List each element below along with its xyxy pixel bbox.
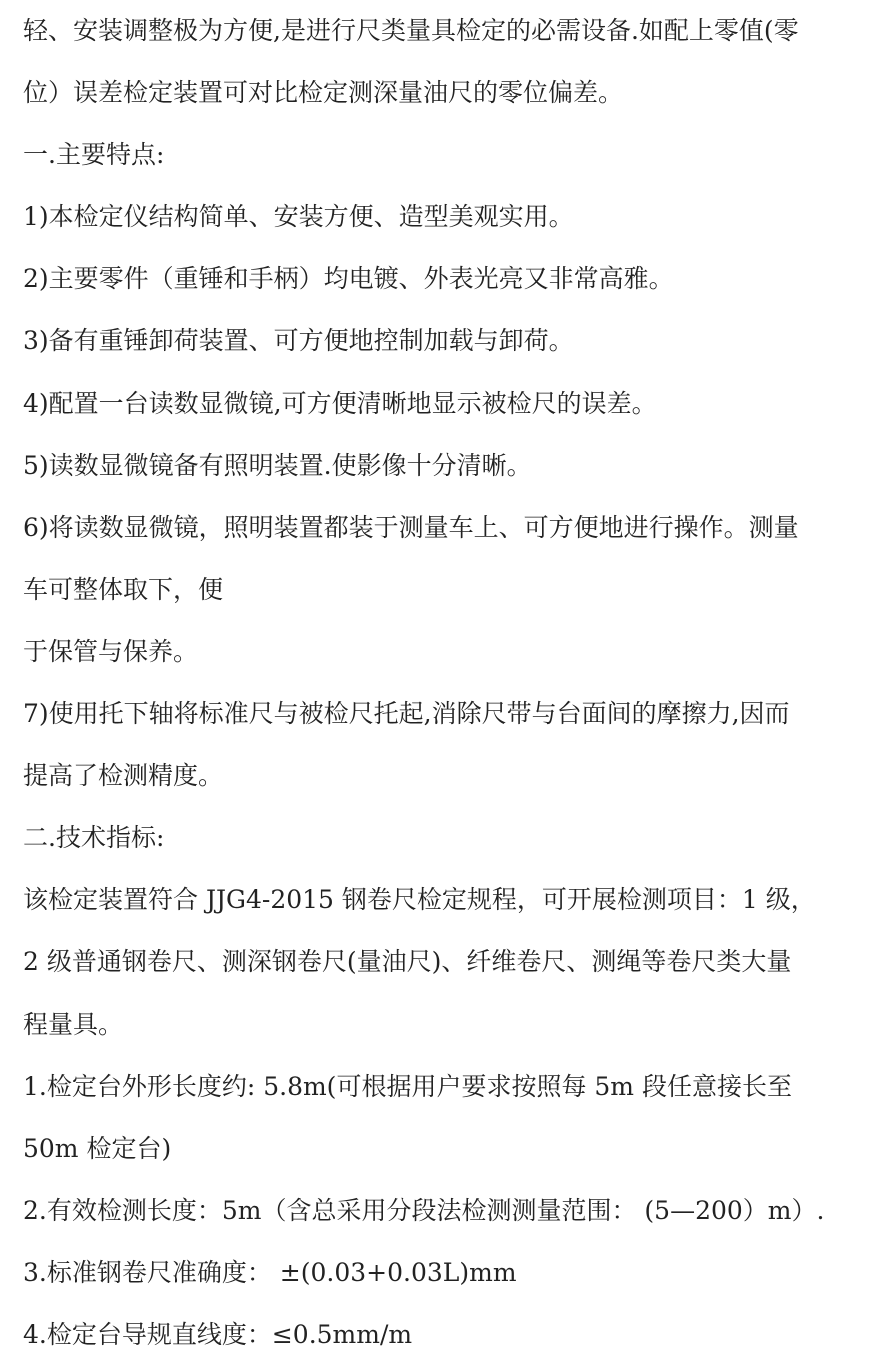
document-body bbox=[23, 0, 883, 1366]
list-item: 7)使用托下轴将标准尺与被检尺托起,消除尺带与台面间的摩擦力,因而 bbox=[23, 699, 790, 729]
spec-item-continuation: 50m 检定台) bbox=[23, 1133, 172, 1163]
spec-item: 1.检定台外形长度约: 5.8m(可根据用户要求按照每 5m 段任意接长至 bbox=[23, 1071, 792, 1101]
list-item: 3)备有重锤卸荷装置、可方便地控制加载与卸荷。 bbox=[23, 326, 574, 356]
list-item: 6)将读数显微镜，照明装置都装于测量车上、可方便地进行操作。测量 bbox=[23, 512, 799, 542]
list-item: 2)主要零件（重锤和手柄）均电镀、外表光亮又非常高雅。 bbox=[23, 264, 674, 294]
text-line: 位）误差检定装置可对比检定测深量油尺的零位偏差。 bbox=[23, 78, 624, 108]
text-line: 程量具。 bbox=[23, 1009, 124, 1039]
list-item-continuation: 提高了检测精度。 bbox=[23, 761, 224, 791]
text-line: 该检定装置符合 JJG4-2015 钢卷尺检定规程，可开展检测项目：1 级， bbox=[23, 885, 816, 915]
list-item: 5)读数显微镜备有照明装置.使影像十分清晰。 bbox=[23, 450, 532, 480]
list-item-continuation: 于保管与保养。 bbox=[23, 636, 199, 666]
text-line: 2 级普通钢卷尺、测深钢卷尺(量油尺)、纤维卷尺、测绳等卷尺类大量 bbox=[23, 947, 792, 977]
list-item-continuation: 车可整体取下，便 bbox=[23, 574, 224, 604]
section-heading: 一.主要特点: bbox=[23, 140, 165, 170]
section-heading: 二.技术指标: bbox=[23, 823, 165, 853]
spec-item: 4.检定台导规直线度：≤0.5mm/m bbox=[23, 1319, 413, 1349]
spec-item: 3.标准钢卷尺准确度： ±(0.03+0.03L)mm bbox=[23, 1257, 517, 1287]
spec-item: 2.有效检测长度：5m（含总采用分段法检测测量范围： (5—200）m）. bbox=[23, 1195, 825, 1225]
list-item: 1)本检定仪结构简单、安装方便、造型美观实用。 bbox=[23, 202, 574, 232]
text-line: 轻、安装调整极为方便,是进行尺类量具检定的必需设备.如配上零值(零 bbox=[23, 16, 799, 45]
list-item: 4)配置一台读数显微镜,可方便清晰地显示被检尺的误差。 bbox=[23, 388, 657, 418]
